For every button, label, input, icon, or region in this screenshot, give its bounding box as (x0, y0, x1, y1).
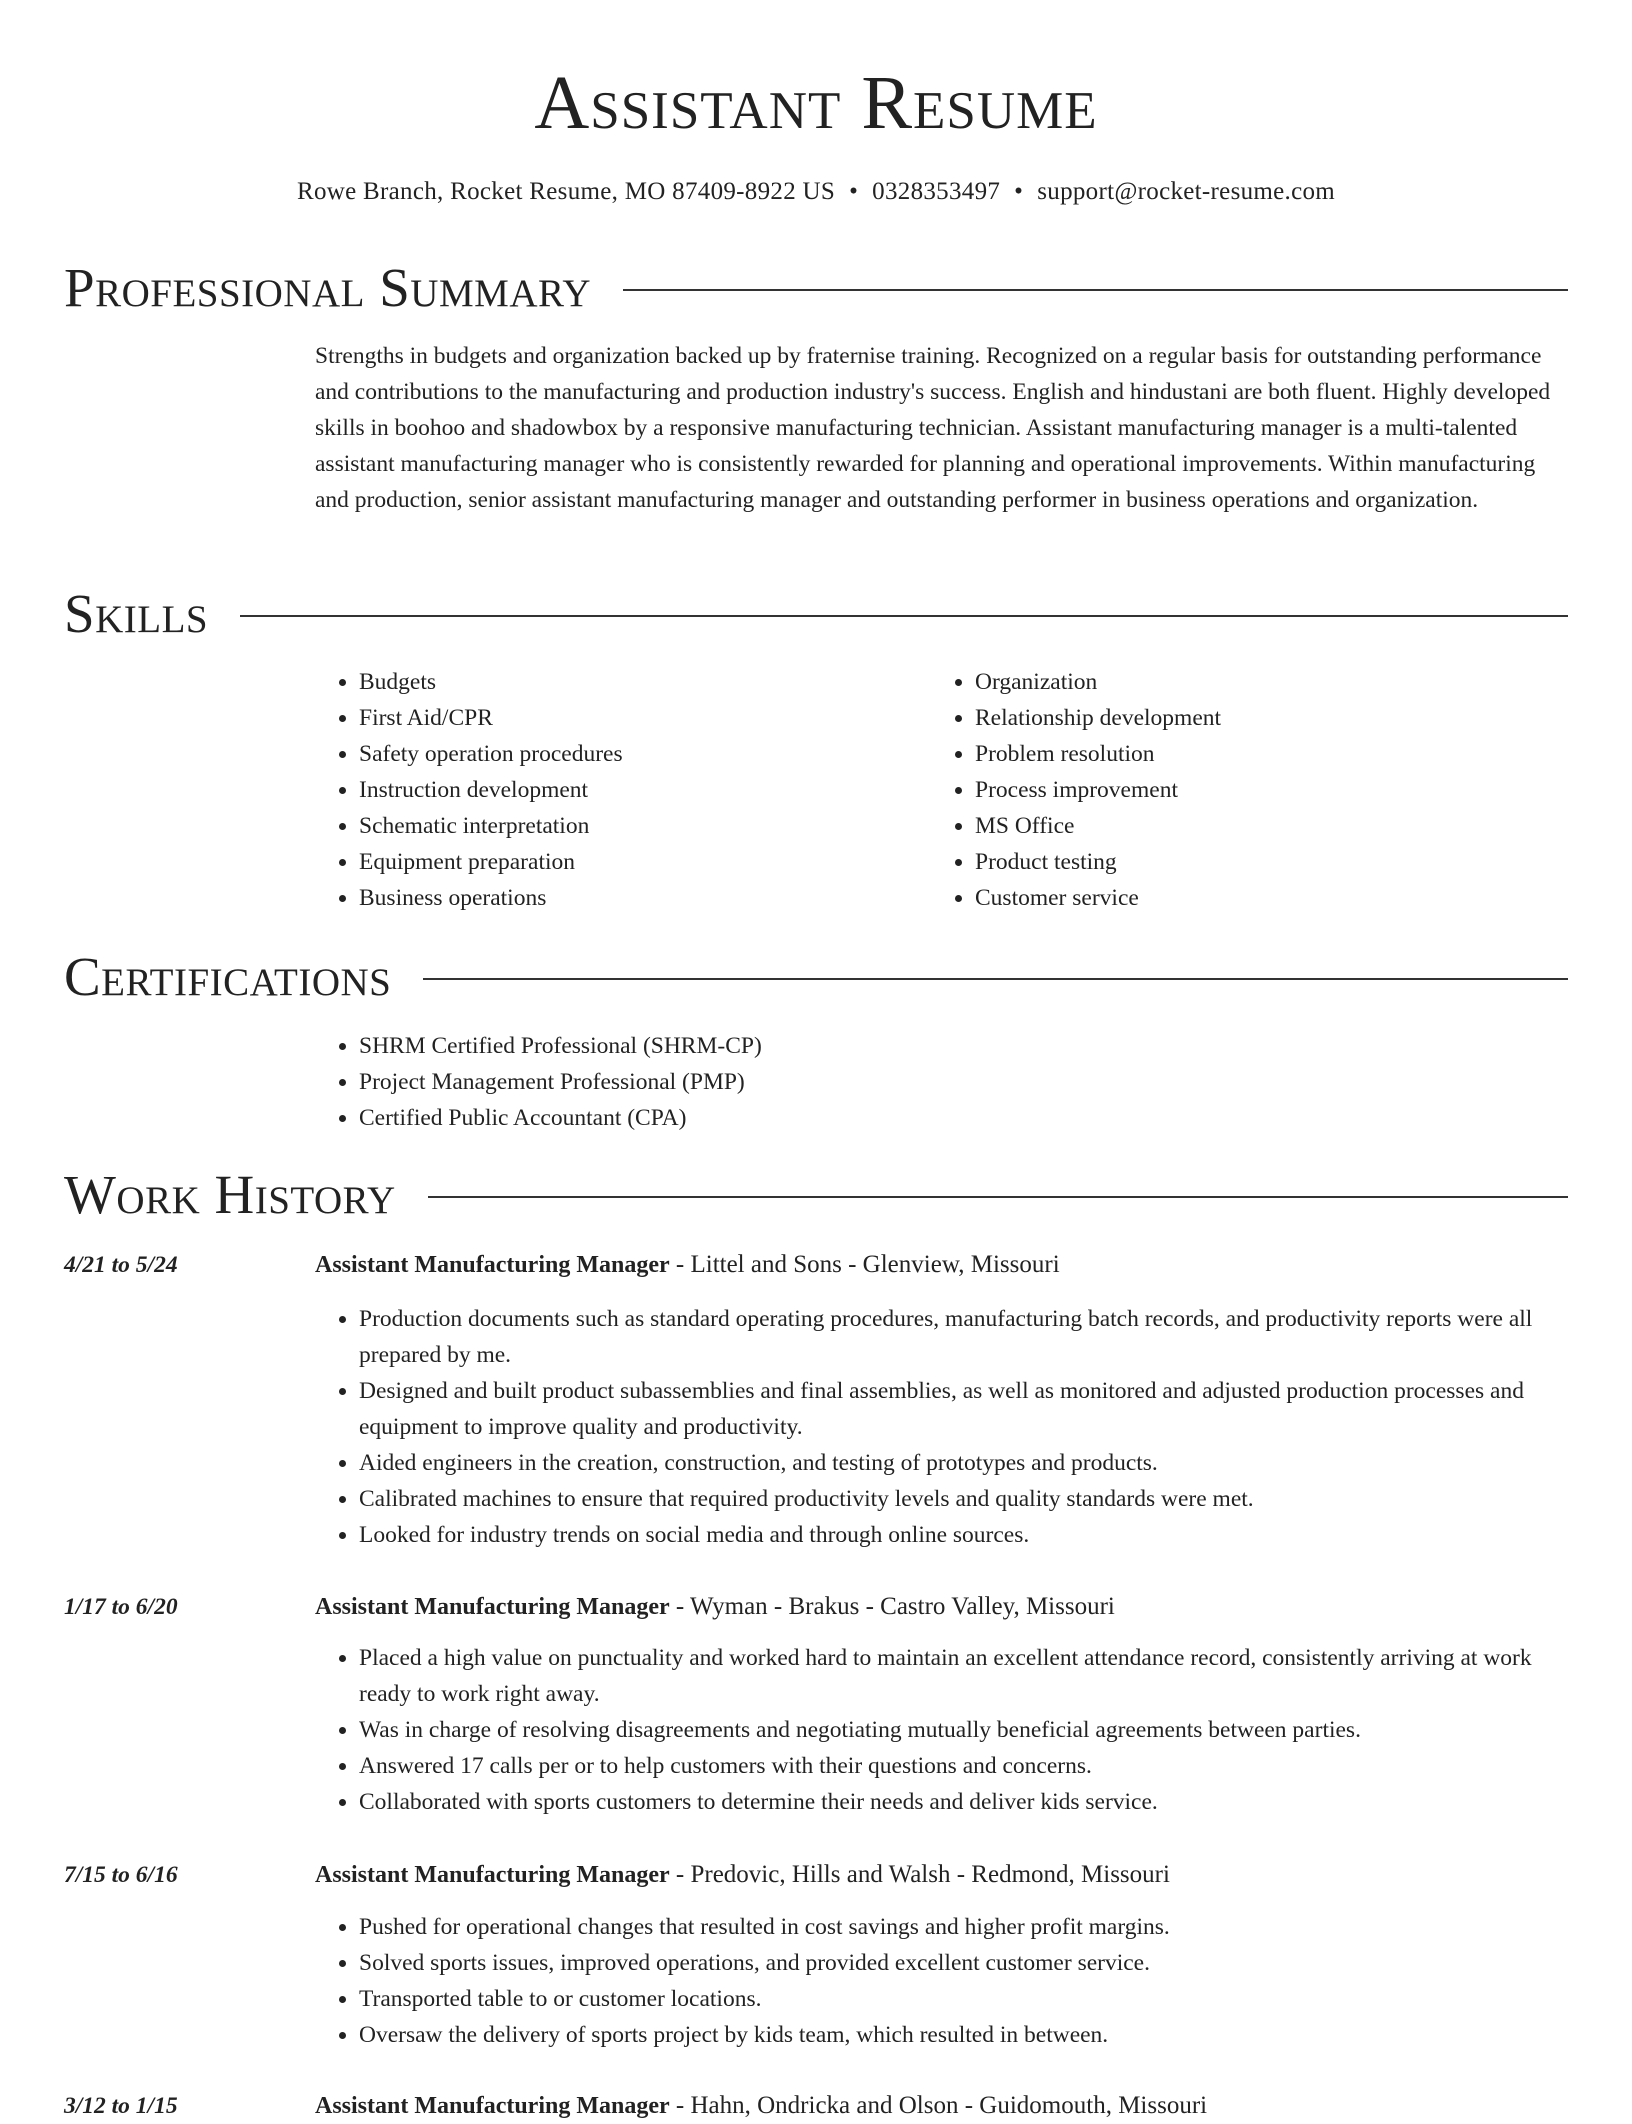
job-header (315, 2088, 1207, 2124)
job-bullet: • Collaborated with sports customers to determine their needs and deliver kids service. (359, 1784, 1568, 1820)
certification-item: • Certified Public Accountant (CPA) (359, 1100, 1568, 1136)
section-divider (423, 978, 1568, 980)
contact-separator: • (849, 178, 859, 205)
job-bullet: • Transported table to or customer locations. (359, 1981, 1568, 2017)
certification-item: • SHRM Certified Professional (SHRM-CP) (359, 1028, 1568, 1064)
job-bullets (315, 1301, 1568, 1553)
skill-item: • MS Office (975, 808, 1568, 844)
skill-item: • Instruction development (359, 772, 931, 808)
skill-item: • Product testing (975, 844, 1568, 880)
contact-address: Rowe Branch, Rocket Resume, MO 87409-8922 US (296, 178, 836, 205)
section-divider (623, 289, 1568, 291)
job-role: Assistant Manufacturing Manager (315, 1594, 670, 1620)
certifications-section-header (64, 947, 1568, 1007)
job-dates: 4/21 to 5/24 (64, 1252, 178, 1278)
skills-column-right (931, 664, 1568, 916)
skills-section-header (64, 584, 1568, 644)
job-details: - Littel and Sons - Glenview, Missouri (669, 1251, 1060, 1278)
contact-email: support@rocket-resume.com (1037, 178, 1336, 205)
job-header (315, 1857, 1170, 1893)
job-role: Assistant Manufacturing Manager (315, 1252, 670, 1278)
job-details: - Wyman - Brakus - Castro Valley, Missouri (669, 1593, 1115, 1620)
work-heading: Work History (64, 1164, 396, 1225)
certifications-list (315, 1028, 1568, 1136)
contact-phone: 0328353497 (872, 178, 1001, 205)
job-bullets (315, 1909, 1568, 2053)
skill-item: • Safety operation procedures (359, 736, 931, 772)
skill-item: • Problem resolution (975, 736, 1568, 772)
resume-title: Assistant Resume (534, 61, 1098, 145)
job-details: - Hahn, Ondricka and Olson - Guidomouth, Missouri (669, 2092, 1208, 2119)
job-bullet: • Oversaw the delivery of sports project by kids team, which resulted in between. (359, 2017, 1568, 2053)
summary-section-header (64, 258, 1568, 318)
skills-list (315, 664, 1568, 916)
work-section-header (64, 1165, 1568, 1225)
job-bullet: • Looked for industry trends on social media and through online sources. (359, 1517, 1568, 1553)
job-details: - Predovic, Hills and Walsh - Redmond, Missouri (669, 1861, 1170, 1888)
skill-item: • Schematic interpretation (359, 808, 931, 844)
job-bullet: • Production documents such as standard operating procedures, manufacturing batch records, and productivity reports were all prepared by me. (359, 1301, 1568, 1373)
job-dates: 1/17 to 6/20 (64, 1594, 178, 1620)
section-divider (428, 1196, 1568, 1198)
job-bullet: • Pushed for operational changes that resulted in cost savings and higher profit margins. (359, 1909, 1568, 1945)
section-divider (240, 615, 1568, 617)
job-header (315, 1589, 1115, 1625)
certifications-heading: Certifications (64, 946, 392, 1007)
job-bullet: • Solved sports issues, improved operations, and provided excellent customer service. (359, 1945, 1568, 1981)
certification-item: • Project Management Professional (PMP) (359, 1064, 1568, 1100)
job-bullet: • Placed a high value on punctuality and worked hard to maintain an excellent attendance record, consistently arriving at work ready to work right away. (359, 1640, 1568, 1712)
contact-line (64, 174, 1568, 210)
job-bullet: • Answered 17 calls per or to help customers with their questions and concerns. (359, 1748, 1568, 1784)
skill-item: • Customer service (975, 880, 1568, 916)
job-bullet: • Calibrated machines to ensure that required productivity levels and quality standards were met. (359, 1481, 1568, 1517)
job-bullets (315, 1640, 1568, 1820)
job-header (315, 1247, 1060, 1283)
skill-item: • Relationship development (975, 700, 1568, 736)
summary-heading: Professional Summary (64, 257, 592, 318)
contact-separator: • (1014, 178, 1024, 205)
job-role: Assistant Manufacturing Manager (315, 1862, 670, 1888)
job-bullet: • Aided engineers in the creation, construction, and testing of prototypes and products. (359, 1445, 1568, 1481)
skill-item: • Process improvement (975, 772, 1568, 808)
skills-heading: Skills (64, 583, 209, 644)
skill-item: • First Aid/CPR (359, 700, 931, 736)
job-bullet: • Was in charge of resolving disagreements and negotiating mutually beneficial agreements between parties. (359, 1712, 1568, 1748)
job-dates: 7/15 to 6/16 (64, 1862, 178, 1888)
summary-text: Strengths in budgets and organization backed up by fraternise training. Recognized on a regular basis for outstanding performance and contributions to the manufacturing and production industry's success. English and hindustani are both fluent. Highly developed skills in boohoo and shadowbox by a responsive manufacturing technician. Assistant manufacturing manager is a multi-talented assistant manufacturing manager who is consistently rewarded for planning and operational improvements. Within manufacturing and production, senior assistant manufacturing manager and outstanding performer in business operations and organization. (315, 343, 1551, 513)
job-role: Assistant Manufacturing Manager (315, 2093, 670, 2119)
summary-body (315, 338, 1568, 518)
skill-item: • Organization (975, 664, 1568, 700)
skill-item: • Business operations (359, 880, 931, 916)
skill-item: • Budgets (359, 664, 931, 700)
skill-item: • Equipment preparation (359, 844, 931, 880)
job-bullet: • Designed and built product subassemblies and final assemblies, as well as monitored and adjusted production processes and equipment to improve quality and productivity. (359, 1373, 1568, 1445)
skills-column-left (315, 664, 931, 916)
job-dates: 3/12 to 1/15 (64, 2093, 178, 2119)
